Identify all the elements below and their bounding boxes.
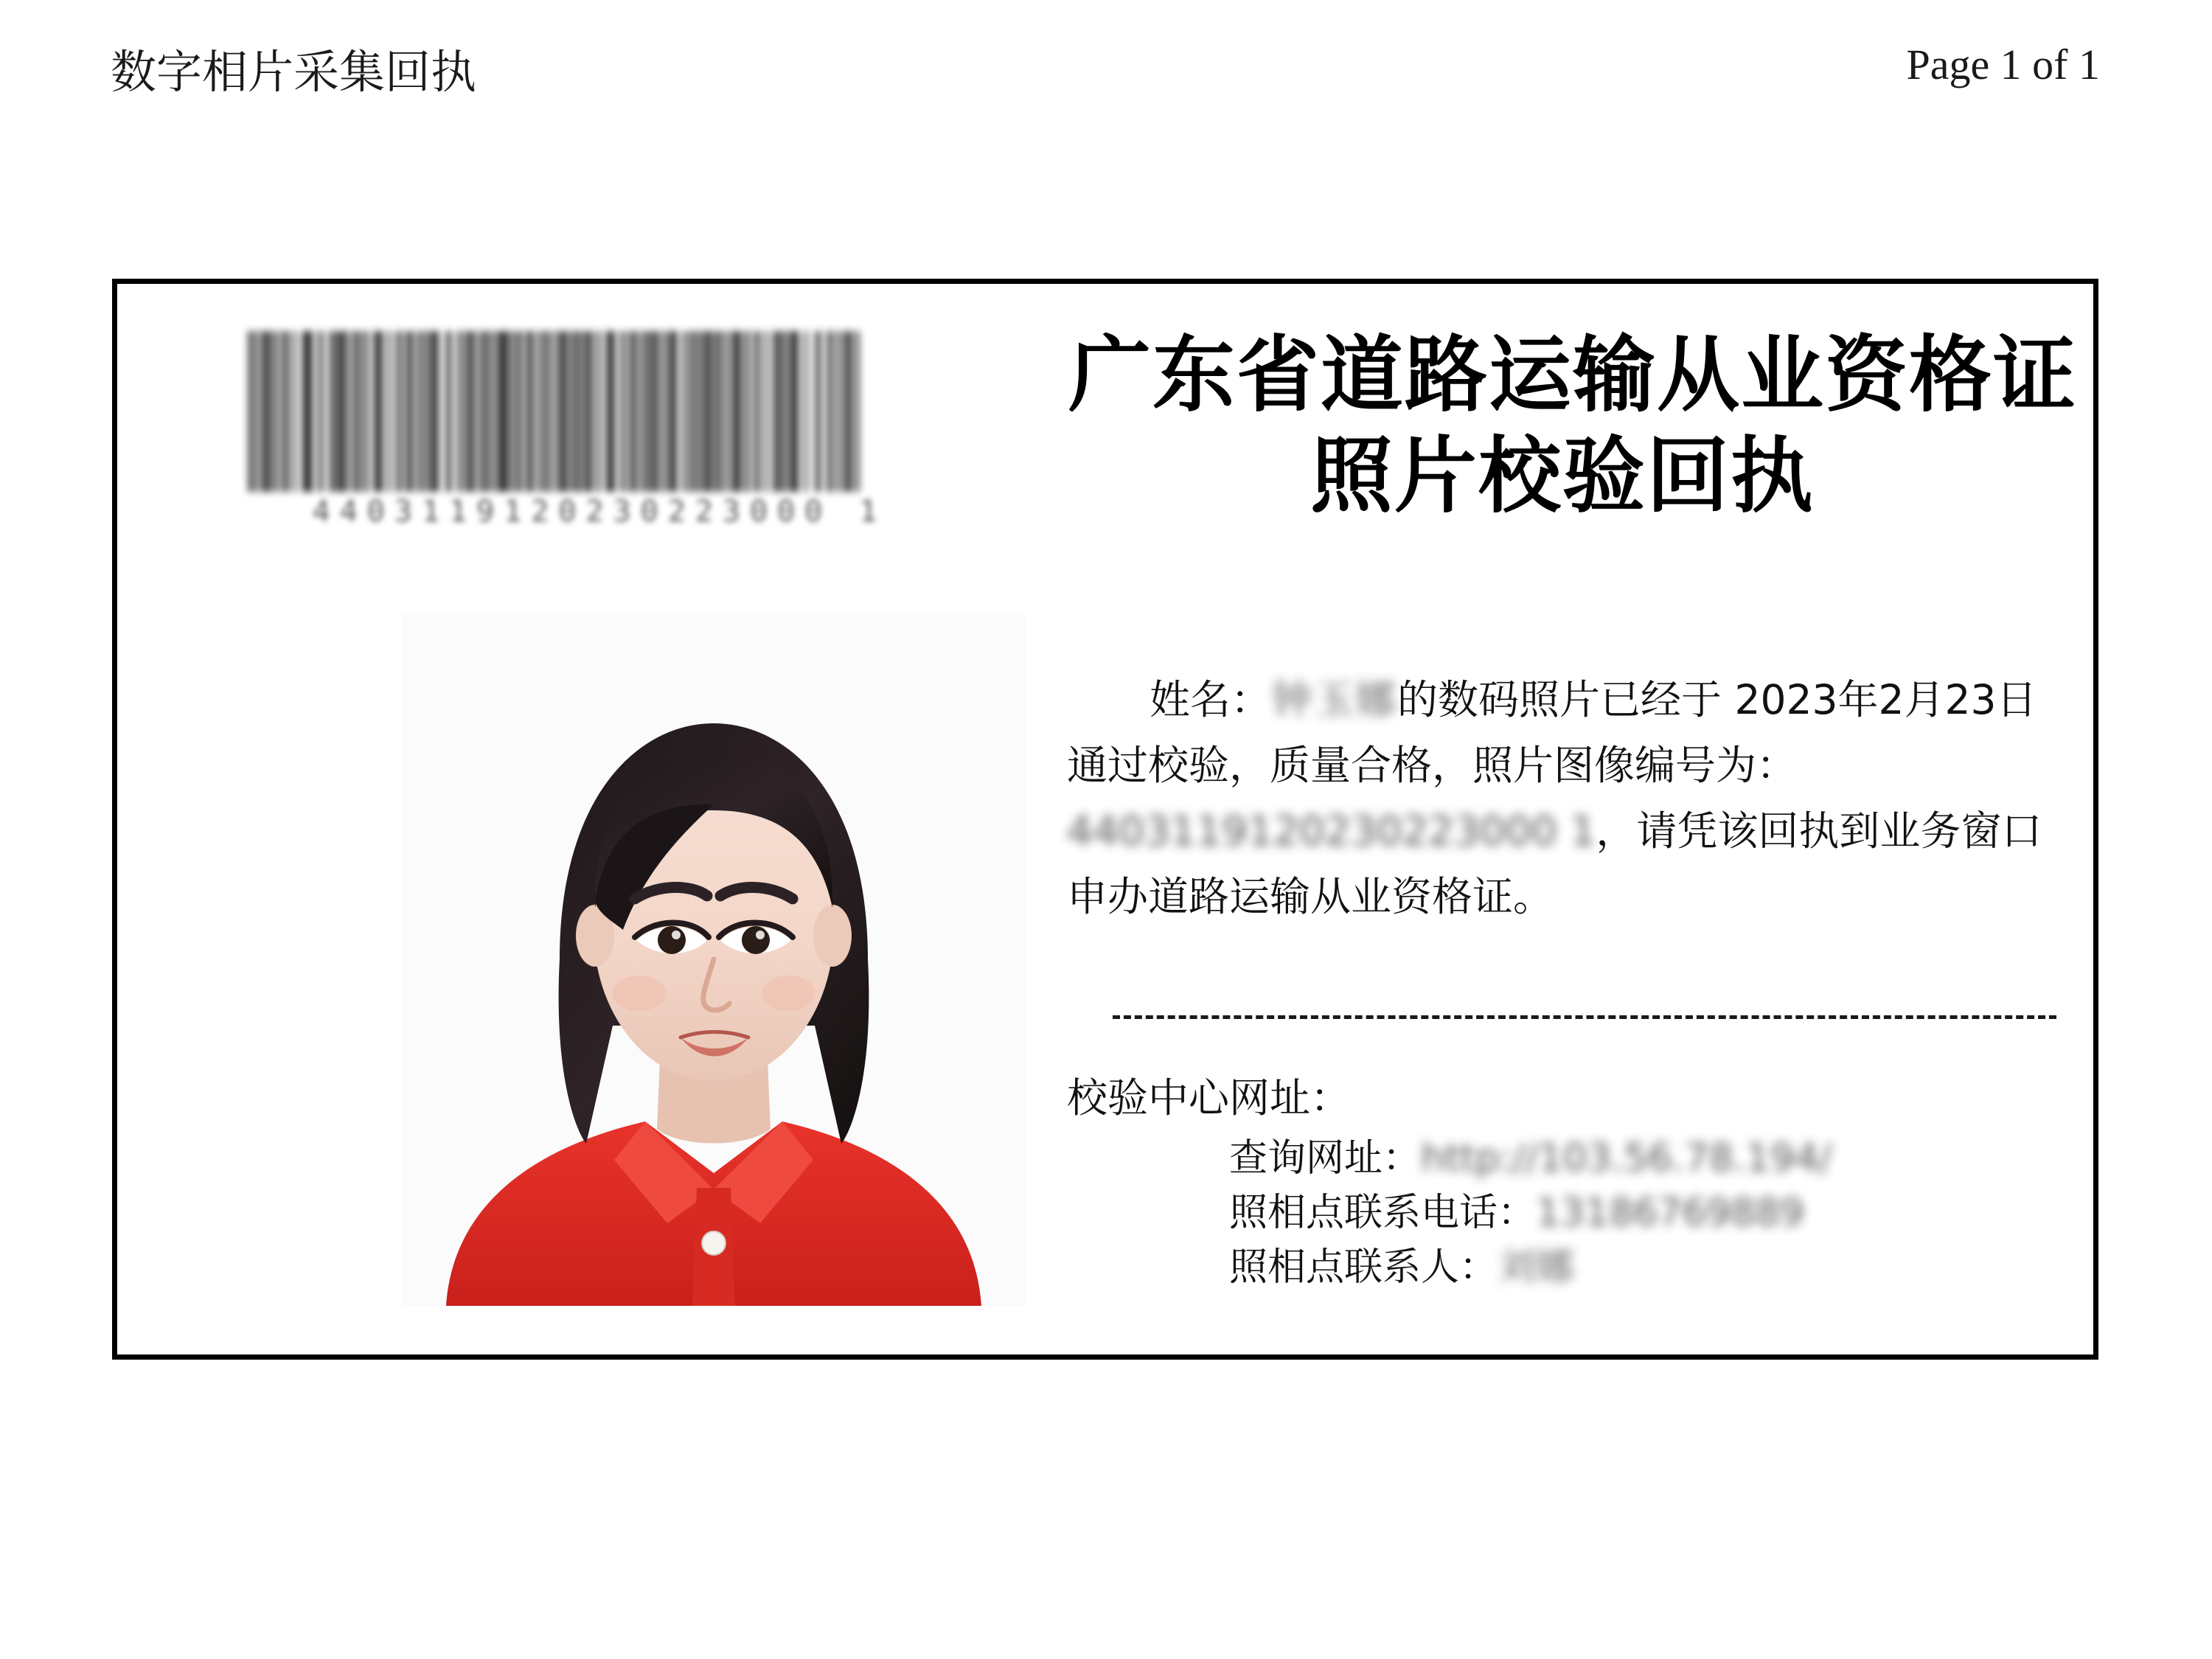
center-url-label: 校验中心网址： bbox=[1067, 1074, 1352, 1121]
query-url-label: 查询网址： bbox=[1229, 1136, 1422, 1180]
query-url-value-redacted: http://103.56.78.194/ bbox=[1421, 1136, 1832, 1180]
page-header bbox=[0, 35, 2212, 124]
id-portrait-photo bbox=[402, 613, 1026, 1306]
after-name-text: 的数码照片已经于 bbox=[1397, 676, 1722, 723]
studio-phone-value-redacted: 13186769889 bbox=[1536, 1190, 1804, 1235]
name-label: 姓名： bbox=[1150, 676, 1272, 723]
photo-id-redacted: 4403119120230223000 1 bbox=[1067, 807, 1596, 855]
studio-contact-label: 照相点联系人： bbox=[1229, 1245, 1498, 1290]
name-value-redacted: 钟玉娜 bbox=[1271, 676, 1398, 723]
studio-contact-value-redacted: 刘娜 bbox=[1498, 1245, 1575, 1290]
receipt-body bbox=[1067, 667, 2062, 930]
barcode-icon bbox=[248, 331, 950, 492]
receipt-title-line-2: 照片校验回执 bbox=[1310, 428, 1815, 524]
list-item bbox=[1229, 1186, 2055, 1241]
receipt-body-paragraph bbox=[1067, 667, 2062, 930]
studio-phone-label: 照相点联系电话： bbox=[1229, 1190, 1537, 1235]
page-indicator: Page 1 of 1 bbox=[1906, 41, 2100, 88]
dashed-divider bbox=[1113, 1015, 2056, 1019]
receipt-title-line-1: 广东省道路运输从业资格证 bbox=[1068, 327, 2077, 423]
document-title: 数字相片采集回执 bbox=[111, 45, 477, 99]
list-item bbox=[1229, 1132, 2055, 1186]
contact-list bbox=[1229, 1132, 2055, 1295]
receipt-card bbox=[112, 279, 2098, 1360]
after-id-text: ，请凭该回执到业务窗口申办道路运输从业资格证。 bbox=[1067, 807, 2042, 921]
barcode-block bbox=[248, 331, 950, 552]
after-date-text: 通过校验，质量合格，照片图像编号为： bbox=[1067, 742, 1798, 790]
verification-date: 2023年2月23日 bbox=[1734, 676, 2037, 723]
list-item bbox=[1229, 1241, 2055, 1295]
barcode-digits: 4403119120230223000 1 bbox=[312, 495, 887, 529]
receipt-title bbox=[1068, 325, 2077, 526]
